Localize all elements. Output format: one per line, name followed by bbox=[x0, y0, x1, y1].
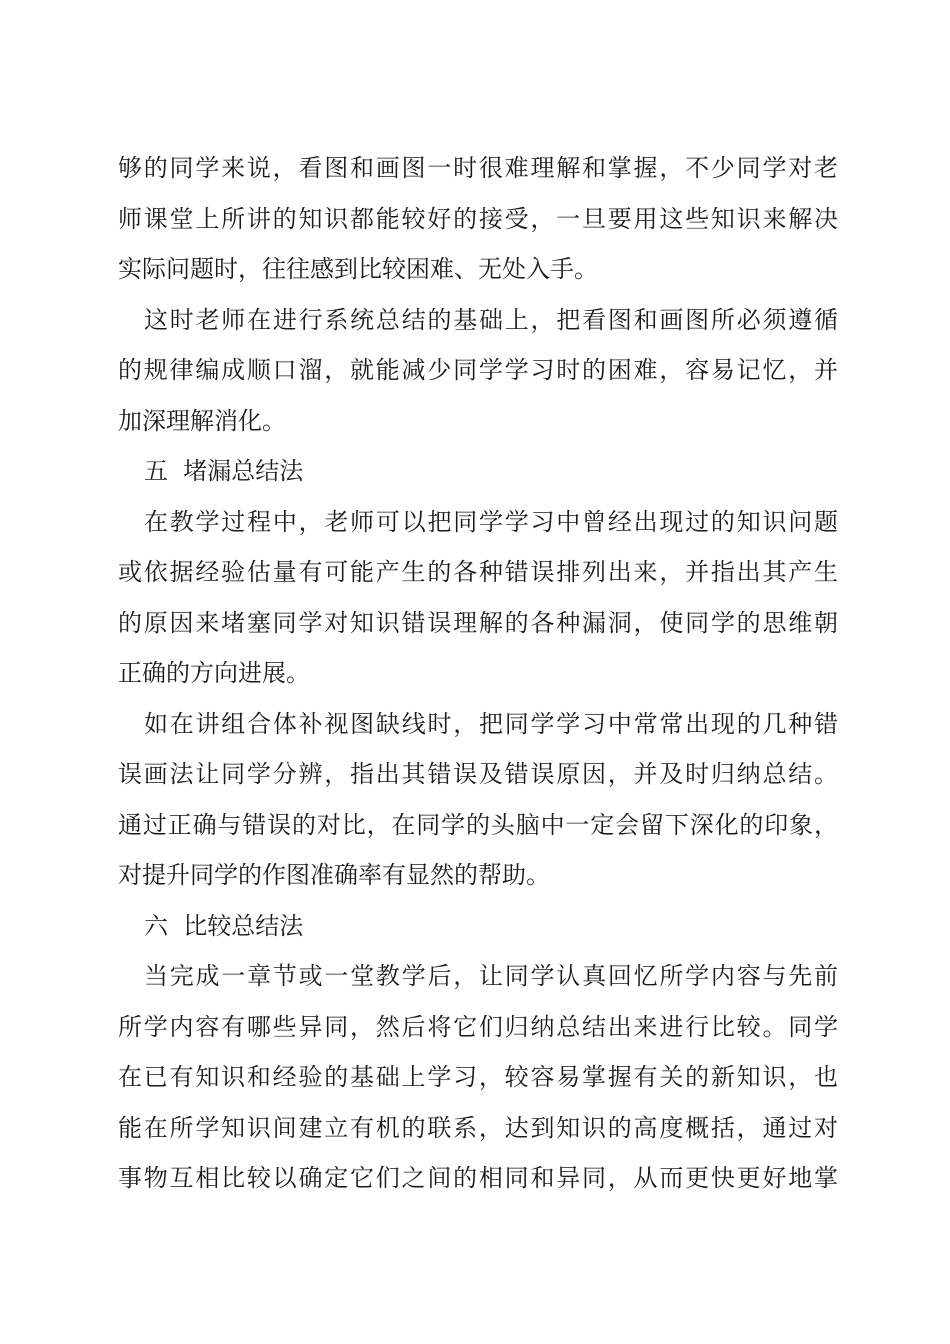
text-line: 事物互相比较以确定它们之间的相同和异同，从而更快更好地掌 bbox=[118, 1164, 838, 1192]
text-line: 在教学过程中，老师可以把同学学习中曾经出现过的知识问题 bbox=[144, 507, 838, 536]
text-line: 这时老师在进行系统总结的基础上，把看图和画图所必须遵循 bbox=[144, 305, 838, 334]
text-line: 当完成一章节或一堂教学后，让同学认真回忆所学内容与先前 bbox=[144, 962, 838, 990]
text-line: 通过正确与错误的对比，在同学的头脑中一定会留下深化的印象， bbox=[118, 810, 838, 839]
text-line: 误画法让同学分辨，指出其错误及错误原因，并及时归纳总结。 bbox=[118, 760, 838, 788]
document-body bbox=[118, 143, 838, 1204]
text-line: 对提升同学的作图准确率有显然的帮助。 bbox=[118, 861, 550, 889]
text-line: 加深理解消化。 bbox=[118, 406, 286, 435]
text-line: 实际问题时，往往感到比较困难、无处入手。 bbox=[118, 255, 598, 283]
section-heading: 五 堵漏总结法 bbox=[144, 457, 304, 485]
text-line: 在已有知识和经验的基础上学习，较容易掌握有关的新知识，也 bbox=[118, 1063, 838, 1091]
section-heading: 六 比较总结法 bbox=[144, 911, 304, 940]
text-line: 所学内容有哪些异同，然后将它们归纳总结出来进行比较。同学 bbox=[118, 1012, 838, 1041]
text-line: 师课堂上所讲的知识都能较好的接受，一旦要用这些知识来解决 bbox=[118, 204, 838, 233]
text-line: 正确的方向进展。 bbox=[118, 659, 310, 687]
text-line: 的规律编成顺口溜，就能减少同学学习时的困难，容易记忆，并 bbox=[118, 356, 838, 384]
text-line: 的原因来堵塞同学对知识错误理解的各种漏洞，使同学的思维朝 bbox=[118, 608, 838, 637]
text-line: 如在讲组合体补视图缺线时，把同学学习中常常出现的几种错 bbox=[144, 709, 838, 738]
text-line: 或依据经验估量有可能产生的各种错误排列出来，并指出其产生 bbox=[118, 558, 838, 586]
text-line: 能在所学知识间建立有机的联系，达到知识的高度概括，通过对 bbox=[118, 1113, 838, 1142]
text-line: 够的同学来说，看图和画图一时很难理解和掌握，不少同学对老 bbox=[118, 154, 838, 182]
